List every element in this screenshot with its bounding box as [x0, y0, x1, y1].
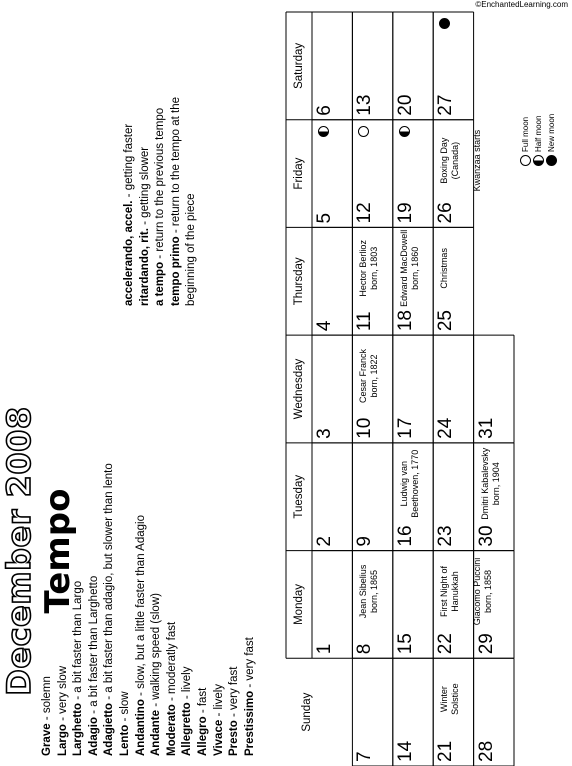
day-number: 11 [354, 311, 376, 332]
weekday-thursday: Thursday [293, 257, 305, 306]
day-cell [433, 658, 473, 766]
full-moon-icon [358, 126, 369, 137]
tempo-term-desc: - walking speed (slow) [150, 593, 163, 710]
tempo-term-row [40, 196, 56, 756]
day-number: 29 [475, 633, 497, 655]
day-number: 9 [354, 536, 376, 547]
tempo-term-term: Presto [228, 720, 241, 756]
tempo-term-desc: - slow [118, 691, 131, 725]
tempo-term-desc: - a bit faster than Largo [72, 580, 85, 703]
day-event: Ludwig van Beethoven, 1770 [398, 449, 420, 518]
day-number: 26 [435, 202, 457, 224]
tempo-term-desc: - lively [181, 666, 194, 703]
tempo-term-row [56, 196, 72, 756]
day-number: 4 [314, 320, 335, 332]
tempo-term-term: Moderato [165, 704, 178, 756]
tempo-term-term: Andantino [134, 699, 147, 756]
day-cell [312, 227, 352, 335]
day-cell [393, 551, 433, 659]
day-number: 23 [435, 525, 457, 547]
tempo-term-row [87, 196, 103, 756]
day-event: Boxing Day (Canada) Kwanzaa starts [439, 129, 483, 192]
moon-legend [520, 6, 570, 166]
tempo-term-term: Adagietto [103, 702, 116, 756]
day-cell [433, 227, 473, 335]
day-event: Christmas [439, 248, 450, 289]
tempo-note-desc: - getting slower [138, 146, 151, 229]
day-cell [312, 12, 352, 120]
day-cell [433, 12, 473, 120]
tempo-term-term: Lento [118, 724, 131, 756]
weekday-friday: Friday [293, 157, 305, 190]
page-title: December 2008 [0, 406, 38, 696]
day-number: 3 [314, 428, 335, 439]
weekday-tuesday: Tuesday [293, 474, 305, 519]
day-number: 17 [394, 417, 416, 439]
day-number: 13 [354, 94, 376, 116]
copyright-label: ©EnchantedLearning.com [475, 0, 568, 9]
day-number: 19 [394, 202, 416, 224]
page-subtitle: Tempo [38, 488, 78, 614]
tempo-term-desc: - a bit faster than adagio, but slower than lento [103, 463, 116, 703]
day-cell [474, 335, 514, 443]
legend-item [520, 117, 531, 166]
day-cell [393, 443, 433, 551]
day-cell [393, 227, 433, 335]
half-moon-icon [399, 126, 410, 137]
tempo-term-term: Largo [56, 724, 69, 756]
tempo-term-desc: - solemn [41, 676, 53, 724]
day-number: 27 [435, 94, 457, 116]
day-cell [352, 443, 392, 551]
tempo-term-term: Grave [41, 723, 53, 756]
legend-label: New moon [547, 113, 556, 152]
day-number: 12 [354, 202, 376, 224]
day-number: 30 [475, 525, 497, 547]
day-cell [352, 658, 392, 766]
weekday-monday: Monday [293, 583, 305, 625]
day-cell [352, 551, 392, 659]
day-number: 21 [435, 740, 457, 762]
day-cell [352, 335, 392, 443]
tempo-term-desc: - very fast [228, 666, 241, 721]
day-number: 10 [354, 417, 376, 439]
day-cell [312, 120, 352, 228]
weekday-saturday: Saturday [293, 42, 305, 89]
day-event: Hector Berlioz born, 1803 [358, 240, 380, 297]
calendar-grid [286, 12, 514, 766]
tempo-note-desc: - getting faster [123, 123, 135, 201]
weekday-sunday: Sunday [301, 692, 313, 732]
full-moon-icon [520, 155, 531, 166]
tempo-term-term: Andante [150, 710, 163, 756]
tempo-note-desc: - return to the tempo at the [169, 97, 182, 237]
weekday-wednesday: Wednesday [293, 358, 305, 420]
tempo-term-row [71, 196, 87, 756]
tempo-note-desc: - return to the previous tempo [154, 107, 167, 262]
day-event: Jean Sibelius born, 1865 [358, 564, 380, 619]
day-cell [393, 12, 433, 120]
day-event: Edward MacDowell born, 1860 [398, 229, 420, 307]
day-number: 22 [435, 633, 457, 655]
day-event: Winter Solstice [439, 683, 461, 715]
tempo-term-desc: - slow, but a little faster than Adagio [134, 515, 147, 700]
tempo-term-desc: - very slow [56, 665, 69, 725]
tempo-term-desc: - lively [212, 683, 225, 720]
day-number: 25 [435, 310, 457, 332]
tempo-note-row [169, 6, 185, 306]
day-cell [312, 335, 352, 443]
tempo-term-row [102, 196, 118, 756]
day-number: 5 [314, 212, 335, 224]
day-cell [393, 658, 433, 766]
day-cell [312, 443, 352, 551]
day-event: First Night of Hanukkah Giacomo Puccini born, 1858 [439, 557, 494, 626]
day-event: Cesar Franck born, 1822 [358, 349, 380, 404]
tempo-note-term: accelerando, accel. [123, 200, 135, 306]
day-number: 31 [475, 417, 497, 439]
tempo-note-desc: beginning of the piece [185, 193, 198, 306]
tempo-note-row [153, 6, 169, 306]
legend-label: Full moon [521, 116, 530, 152]
day-number: 20 [394, 94, 416, 116]
tempo-note-term: a tempo [154, 261, 167, 306]
tempo-term-row [212, 196, 228, 756]
tempo-term-row [227, 196, 243, 756]
day-number: 14 [394, 740, 416, 762]
tempo-term-term: Allegro [196, 716, 209, 756]
legend-label: Half moon [534, 115, 543, 152]
tempo-term-term: Vivace [212, 719, 225, 756]
tempo-term-term: Larghetto [72, 702, 85, 756]
day-cell [474, 658, 514, 766]
half-moon-icon [318, 126, 329, 137]
tempo-term-desc: - moderatly fast [165, 621, 178, 705]
day-cell [393, 335, 433, 443]
day-cell [474, 443, 514, 551]
day-cell [474, 551, 514, 659]
tempo-term-desc: - a bit faster than Larghetto [87, 575, 100, 718]
tempo-note-row [184, 6, 200, 306]
day-number: 16 [394, 525, 416, 547]
day-number: 7 [354, 751, 376, 762]
day-number: 8 [354, 643, 376, 655]
day-cell [393, 120, 433, 228]
new-moon-icon [546, 155, 557, 166]
day-event: Dmitri Kabalevsky born, 1904 [479, 447, 501, 520]
legend-item [546, 114, 557, 166]
day-cell [352, 227, 392, 335]
day-number: 15 [394, 633, 416, 655]
day-number: 18 [394, 310, 416, 332]
day-number: 28 [475, 740, 497, 762]
tempo-term-desc: - fast [196, 687, 209, 717]
new-moon-icon [439, 18, 450, 29]
tempo-term-term: Prestissimo [243, 690, 256, 756]
day-number: 24 [435, 417, 457, 439]
day-number: 6 [314, 105, 335, 116]
tempo-term-row [243, 196, 259, 756]
day-cell [312, 551, 352, 659]
day-cell [433, 443, 473, 551]
tempo-note-row [138, 6, 154, 306]
day-cell [352, 12, 392, 120]
tempo-notes [122, 6, 200, 306]
day-cell [433, 335, 473, 443]
tempo-note-term: ritardando, rit. [138, 228, 151, 306]
day-cell [352, 120, 392, 228]
tempo-term-term: Adagio [87, 717, 100, 756]
legend-item [533, 116, 544, 166]
tempo-term-term: Allegretto [181, 702, 194, 756]
tempo-term-desc: - very fast [243, 637, 256, 691]
tempo-note-row [122, 6, 138, 306]
day-cell [433, 120, 483, 228]
day-number: 2 [314, 536, 335, 547]
half-moon-icon [533, 155, 544, 166]
tempo-note-term: tempo primo [169, 236, 182, 306]
day-number: 1 [314, 643, 335, 655]
